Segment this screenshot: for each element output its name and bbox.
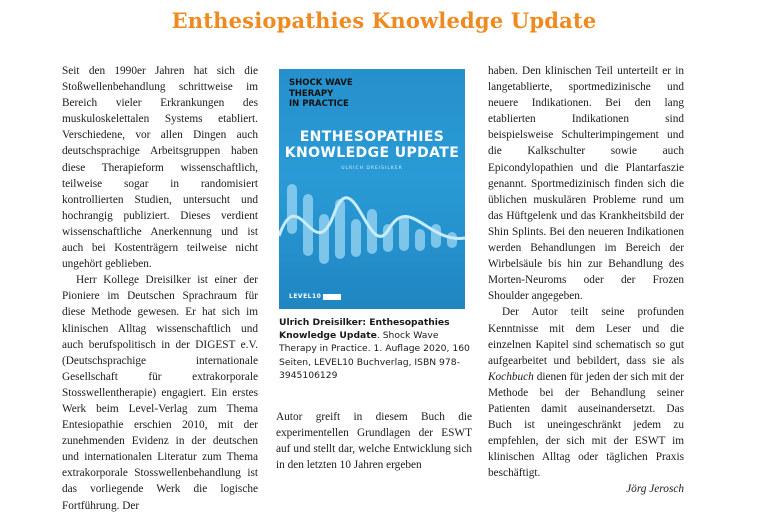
paragraph: Herr Kollege Dreisilker ist einer der Pioniere im Deutschen Sprachraum für diese Methode gewesen. Er hat sich im klinischen Alltag wissenschaftlich und auch berufspolitisch in der DIGEST e.V. (Deutschsprachige internationale Gesellschaft für extrakorporale Stosswellentherapie) engagiert. Ein erstes Werk beim Level-Verlag zum Thema Entesiopathie erschien 2010, mit der zunehmenden Evidenz in der deutschen und internationalen Literatur zum Thema extrakorporale Stosswellenbehandlung ist das vorliegende Werk die logische Fortführung. Der — [62, 274, 258, 512]
page-title: Enthesiopathies Knowledge Update — [171, 8, 597, 33]
paragraph: haben. Den klinischen Teil unterteilt er in langetablierte, sportmedizinische und neuere Indikationen. Bei den lang etablierten Indikationen sind beispielsweise Schulterimpingement und die Kalkschulter sowie auch Epicondylopathien und die Plantarfaszie genannt. Sportmedizinisch finden sich die üblichen muskulären Probleme rund um das Hüftgelenk und das Krankheitsbild der Shin Splints. Bei den neueren Indikationen werden Behandlungen im Bereich der Wirbelsäule bis hin zur Behandlung des Morten-Neuroms oder der Frozen Shoulder angegeben. — [488, 65, 684, 303]
paragraph: Seit den 1990er Jahren hat sich die Stoßwellenbehandlung schrittweise im Bereich vieler Erkrankungen des muskuloskelettalen Systems etabliert. Verschiedene, vor allen Dingen auch deutschsprachige Arbeitsgruppen haben diese Therapieform wissenschaftlich, teilweise sogar in randomisiert kontrollierten Studien, untersucht und hochrangig publiziert. Dieses verdient wissenschaftliche Anerkennung und ist auch bei Kostenträgern teilweise nicht ungehört geblieben. — [62, 65, 258, 271]
review-column-3 — [488, 63, 684, 498]
paragraph: Der Autor teilt seine profunden Kenntnisse mit dem Leser und die einzelnen Kapitel sind schematisch so gut aufgearbeitet und bebildert, dass sie als Kochbuch dienen für jeden der sich mit der Methode bei der Behandlung seiner Patienten damit auseinandersetzt. Das Buch ist uneingeschränkt jedem zu empfehlen, der sich mit der ESWT im klinischen Alltag oder täglichen Praxis beschäftigt. — [488, 306, 684, 480]
paragraph: Autor greift in diesem Buch die experimentellen Grundlagen der ESWT auf und stellt dar, welche Entwicklung sich in den letzten 10 Jahren ergeben — [276, 411, 472, 472]
emphasis: Kochbuch — [488, 370, 534, 383]
book-cover — [279, 69, 465, 309]
caption-title: Ulrich Dreisilker: Enthesopathies Knowledge Update — [279, 317, 450, 342]
cover-series-title: SHOCK WAVE THERAPY IN PRACTICE — [289, 78, 353, 109]
review-column-1 — [62, 63, 258, 514]
shock-wave-graphic — [279, 174, 465, 284]
signature: Jörg Jerosch — [626, 483, 684, 496]
cover-book-title: ENTHESOPATHIES KNOWLEDGE UPDATE — [284, 129, 460, 161]
review-column-2 — [276, 409, 472, 473]
publisher-logo: LEVEL10 — [289, 293, 341, 300]
cover-author: ULRICH DREISILKER — [341, 166, 403, 171]
book-caption — [279, 316, 475, 382]
caption-details: . Shock Wave Therapy in Practice. 1. Auflage 2020, 160 Seiten, LEVEL10 Buchverlag, ISBN 978-3945106129 — [279, 330, 470, 381]
